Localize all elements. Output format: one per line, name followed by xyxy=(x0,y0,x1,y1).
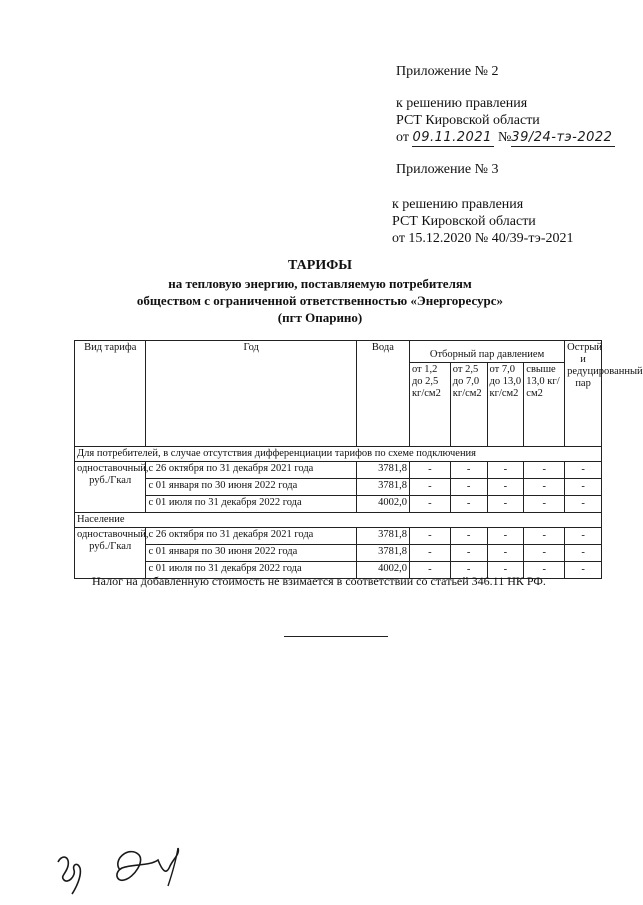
value-cell: - xyxy=(565,545,602,562)
col-header-year: Год xyxy=(146,341,356,447)
table-row xyxy=(75,496,602,513)
header-row-1 xyxy=(75,341,602,363)
water-cell: 3781,8 xyxy=(356,545,409,562)
vat-note: Налог на добавленную стоимость не взимается в соответствии со статьей 346.11 НК РФ. xyxy=(92,574,546,588)
value-cell: - xyxy=(450,562,487,579)
value-cell: - xyxy=(409,545,450,562)
value-cell: - xyxy=(524,496,565,513)
group-title-population: Население xyxy=(75,513,602,528)
value-cell: - xyxy=(487,545,524,562)
doc-title: ТАРИФЫ xyxy=(288,258,352,273)
value-cell: - xyxy=(487,528,524,545)
value-cell: - xyxy=(450,462,487,479)
appendix-2-line1: к решению правления xyxy=(396,96,528,111)
col-header-sharp-steam: Острый и редуцированный пар xyxy=(565,341,602,447)
value-cell: - xyxy=(565,562,602,579)
water-cell: 4002,0 xyxy=(356,496,409,513)
value-cell: - xyxy=(524,562,565,579)
value-cell: - xyxy=(565,479,602,496)
period-cell: с 01 июля по 31 декабря 2022 года xyxy=(146,562,356,579)
appendix-2-title: Приложение № 2 xyxy=(396,64,499,79)
appendix-2-date-line xyxy=(396,129,615,147)
period-cell: с 01 января по 30 июня 2022 года xyxy=(146,479,356,496)
value-cell: - xyxy=(565,496,602,513)
col-header-p1: от 1,2 до 2,5 кг/см2 xyxy=(409,363,450,447)
value-cell: - xyxy=(409,496,450,513)
table-row xyxy=(75,545,602,562)
from-label: от xyxy=(396,130,409,145)
separator-line xyxy=(284,636,388,637)
group-title-row xyxy=(75,447,602,462)
table-row xyxy=(75,528,602,545)
period-cell: с 01 января по 30 июня 2022 года xyxy=(146,545,356,562)
tariff-table xyxy=(74,340,643,579)
value-cell: - xyxy=(409,479,450,496)
value-cell: - xyxy=(450,496,487,513)
group-title-consumers: Для потребителей, в случае отсутствия дифференциации тарифов по схеме подключения xyxy=(75,447,602,462)
value-cell: - xyxy=(450,479,487,496)
value-cell: - xyxy=(524,528,565,545)
number-label: № xyxy=(497,130,512,145)
col-header-steam: Отборный пар давлением xyxy=(409,341,564,363)
value-cell: - xyxy=(450,545,487,562)
tariff-type-cell: одноставочный, руб./Гкал xyxy=(75,462,146,513)
appendix-3-line3: от 15.12.2020 № 40/39-тэ-2021 xyxy=(392,231,574,246)
doc-subtitle-2: обществом с ограниченной ответственностью «Энергоресурс» xyxy=(136,293,504,308)
col-header-p2: от 2,5 до 7,0 кг/см2 xyxy=(450,363,487,447)
col-header-water: Вода xyxy=(356,341,409,447)
col-header-p4: свыше 13,0 кг/см2 xyxy=(524,363,565,447)
period-cell: с 26 октября по 31 декабря 2021 года xyxy=(146,462,356,479)
water-cell: 4002,0 xyxy=(356,562,409,579)
appendix-3-line1: к решению правления xyxy=(392,197,524,212)
period-cell: с 26 октября по 31 декабря 2021 года xyxy=(146,528,356,545)
tariff-type-cell: одноставочный, руб./Гкал xyxy=(75,528,146,579)
doc-subtitle-3: (пгт Опарино) xyxy=(277,310,363,325)
appendix-3-line2: РСТ Кировской области xyxy=(392,214,536,229)
value-cell: - xyxy=(409,562,450,579)
value-cell: - xyxy=(487,479,524,496)
value-cell: - xyxy=(524,479,565,496)
value-cell: - xyxy=(450,528,487,545)
table-row xyxy=(75,479,602,496)
value-cell: - xyxy=(409,462,450,479)
value-cell: - xyxy=(487,496,524,513)
period-cell: с 01 июля по 31 декабря 2022 года xyxy=(146,496,356,513)
value-cell: - xyxy=(487,462,524,479)
value-cell: - xyxy=(565,528,602,545)
water-cell: 3781,8 xyxy=(356,479,409,496)
value-cell: - xyxy=(565,462,602,479)
value-cell: - xyxy=(524,545,565,562)
water-cell: 3781,8 xyxy=(356,528,409,545)
doc-subtitle-1: на тепловую энергию, поставляемую потребителям xyxy=(168,276,472,291)
group-title-row xyxy=(75,513,602,528)
water-cell: 3781,8 xyxy=(356,462,409,479)
handwritten-number: 39/24-тэ-2022 xyxy=(511,129,615,147)
value-cell: - xyxy=(524,462,565,479)
signature-image xyxy=(50,840,210,898)
col-header-p3: от 7,0 до 13,0 кг/см2 xyxy=(487,363,524,447)
handwritten-date: 09.11.2021 xyxy=(412,129,494,147)
col-header-type: Вид тарифа xyxy=(75,341,146,447)
value-cell: - xyxy=(409,528,450,545)
table-row xyxy=(75,462,602,479)
appendix-3-title: Приложение № 3 xyxy=(396,162,499,177)
value-cell: - xyxy=(487,562,524,579)
appendix-2-line2: РСТ Кировской области xyxy=(396,113,540,128)
